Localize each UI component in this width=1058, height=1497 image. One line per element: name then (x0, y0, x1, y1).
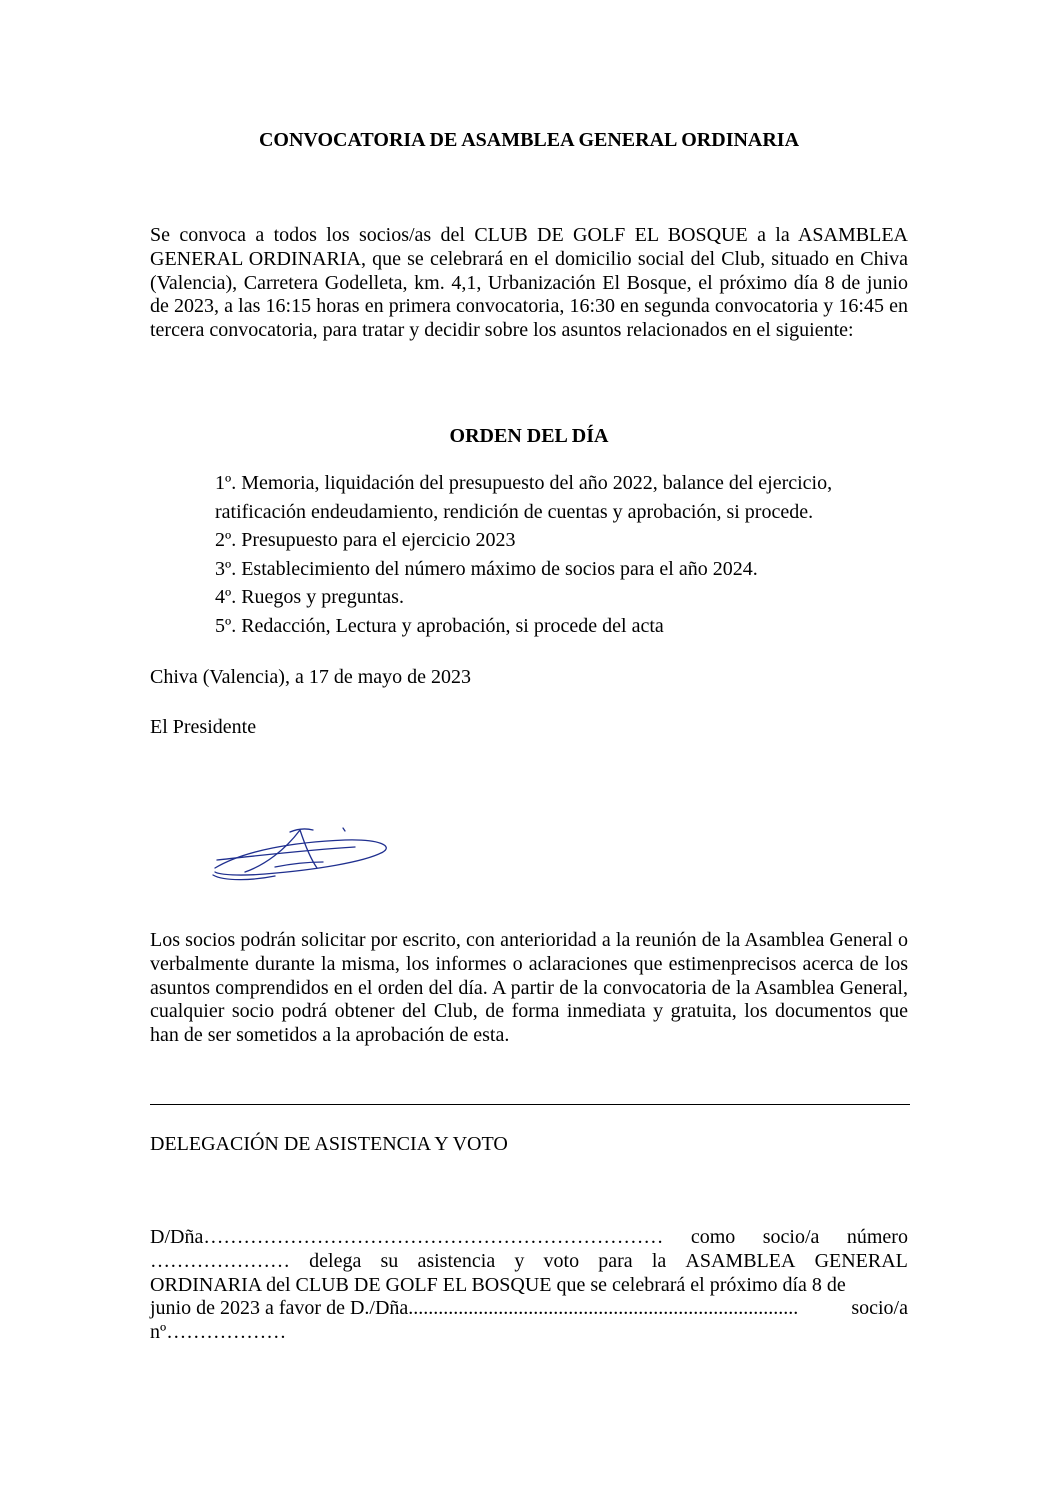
delegation-line-3: ORDINARIA del CLUB DE GOLF EL BOSQUE que se celebrará el próximo día 8 de (150, 1273, 846, 1296)
section-divider (150, 1104, 910, 1105)
delegation-word: voto (543, 1249, 580, 1272)
delegation-word: asistencia (417, 1249, 496, 1272)
delegation-word: delega (309, 1249, 362, 1272)
delegation-word: la (651, 1249, 667, 1272)
agenda-item: 3º. Establecimiento del número máximo de socios para el año 2024. (215, 557, 758, 580)
delegation-line-2 (150, 1250, 908, 1274)
agenda-item: 5º. Redacción, Lectura y aprobación, si procede del acta (215, 614, 664, 637)
delegation-word: GENERAL (814, 1249, 908, 1272)
intro-paragraph (150, 224, 908, 343)
intro-text: Se convoca a todos los socios/as del CLUB DE GOLF EL BOSQUE a la ASAMBLEA GENERAL ORDINARIA, que se celebrará en el domicilio social del Club, situado en Chiva (Valencia), Carretera Godelleta, km. 4,1, Urbanización El Bosque, el próximo día 8 de junio de 2023, a las 16:15 horas en primera convocatoria, 16:30 en segunda convocatoria y 16:45 en tercera convocatoria, para tratar y decidir sobre los asuntos relacionados en el siguiente: (150, 224, 908, 342)
delegation-text: socio/a (851, 1297, 908, 1320)
delegation-line-4 (150, 1297, 908, 1321)
note-text: Los socios podrán solicitar por escrito, con anterioridad a la reunión de la Asamblea General o verbalmente durante la misma, los informes o aclaraciones que estimenprecisos acerca de los asuntos comprendidos en el orden del día. A partir de la convocatoria de la Asamblea General, cualquier socio podrá obtener del Club, de forma inmediata y gratuita, los documentos que han de ser sometidos a la aprobación de esta. (150, 929, 908, 1047)
delegation-text: como (690, 1226, 736, 1248)
agenda-item: 1º. Memoria, liquidación del presupuesto del año 2022, balance del ejercicio, (215, 472, 833, 494)
agenda-title: ORDEN DEL DÍA (449, 425, 609, 447)
delegation-word: su (380, 1249, 399, 1272)
delegation-word: ASAMBLEA (685, 1249, 796, 1272)
delegation-proxy-blank: junio de 2023 a favor de D./Dña.............................................................................. (150, 1297, 799, 1320)
delegation-line-5: nº……………… (150, 1321, 287, 1344)
delegation-word: y (514, 1249, 525, 1272)
agenda-item: 4º. Ruegos y preguntas. (215, 586, 404, 608)
agenda-list (215, 469, 915, 640)
agenda-item: ratificación endeudamiento, rendición de cuentas y aprobación, si procede. (215, 500, 814, 523)
delegation-line-1 (150, 1226, 908, 1250)
delegation-number-blank: ………………… (150, 1249, 290, 1272)
document-title: CONVOCATORIA DE ASAMBLEA GENERAL ORDINARIA (258, 129, 800, 151)
delegation-name-blank: D/Dña…………………………………………………………… (150, 1226, 664, 1248)
place-date: Chiva (Valencia), a 17 de mayo de 2023 (150, 666, 472, 688)
delegation-title: DELEGACIÓN DE ASISTENCIA Y VOTO (150, 1133, 508, 1155)
delegation-form (150, 1226, 908, 1345)
handwritten-signature (205, 820, 395, 890)
delegation-text: socio/a (762, 1226, 820, 1248)
agenda-item: 2º. Presupuesto para el ejercicio 2023 (215, 529, 516, 551)
delegation-word: para (598, 1249, 633, 1272)
note-paragraph (150, 929, 908, 1048)
signer-title: El Presidente (150, 716, 257, 738)
delegation-text: número (846, 1226, 908, 1248)
